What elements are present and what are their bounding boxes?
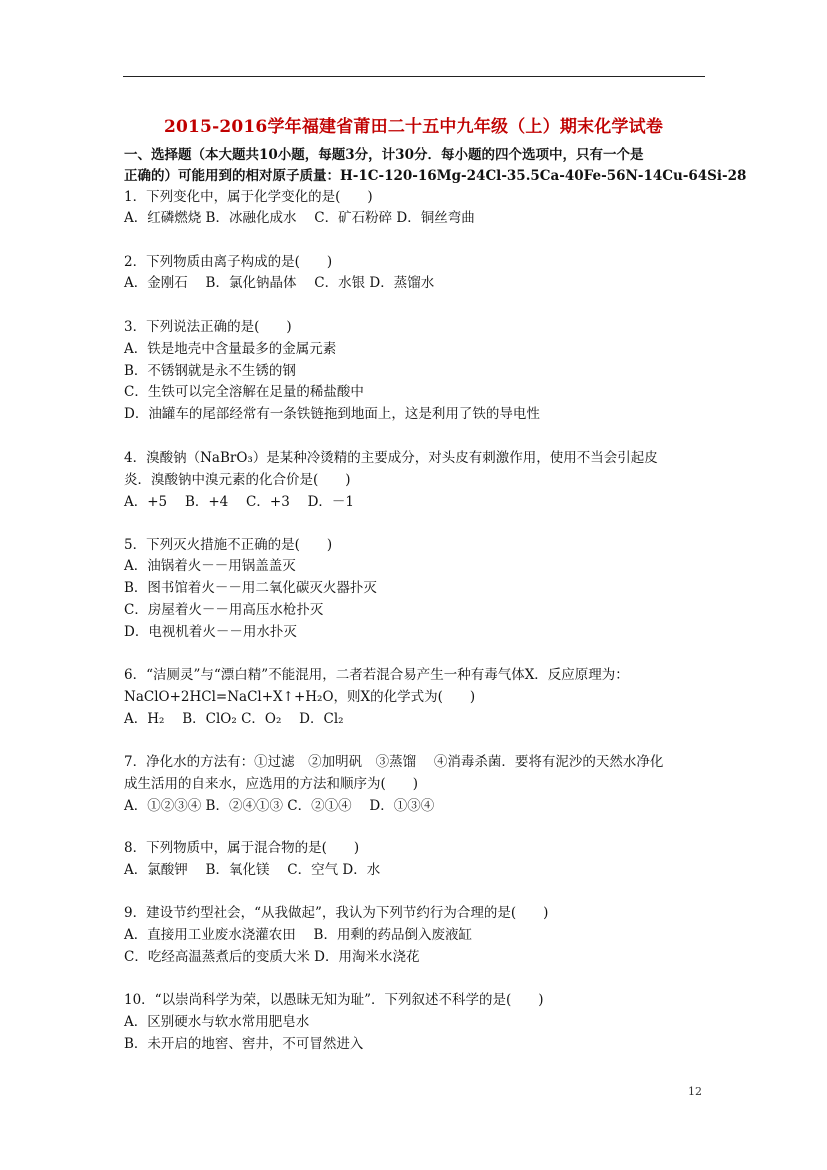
question-10-option-b: B．未开启的地窖、窖井，不可冒然进入 bbox=[124, 1036, 364, 1052]
question-5-stem: 5．下列灭火措施不正确的是( ) bbox=[124, 537, 333, 553]
question-5-option-a: A．油锅着火－－用锅盖盖灭 bbox=[124, 558, 296, 574]
section-heading-line-2: 正确的）可能用到的相对原子质量：H-1C-120-16Mg-24Cl-35.5Ca-40Fe-56N-14Cu-64Si-28 bbox=[124, 168, 747, 184]
question-4-stem-line-1: 4．溴酸钠（NaBrO₃）是某种冷烫精的主要成分，对头皮有刺激作用，使用不当会引起皮 bbox=[124, 450, 658, 466]
question-3-option-b: B．不锈钢就是永不生锈的钢 bbox=[124, 363, 296, 379]
question-2-options: A．金刚石 B．氯化钠晶体 C．水银 D．蒸馏水 bbox=[124, 275, 435, 291]
question-7-stem-line-2: 成生活用的自来水，应选用的方法和顺序为( ) bbox=[124, 776, 419, 792]
question-6-stem-line-1: 6．“洁厕灵”与“漂白精”不能混用，二者若混合易产生一种有毒气体X．反应原理为： bbox=[124, 667, 629, 683]
header-rule bbox=[123, 76, 705, 77]
question-6-options: A．H₂ B．ClO₂ C．O₂ D．Cl₂ bbox=[124, 711, 344, 727]
question-6-stem-line-2: NaClO+2HCl=NaCl+X↑+H₂O，则X的化学式为( ) bbox=[124, 689, 476, 705]
question-1-stem: 1．下列变化中，属于化学变化的是( ) bbox=[124, 189, 373, 205]
question-9-options-line-2: C．吃经高温蒸煮后的变质大米 D．用淘米水浇花 bbox=[124, 949, 420, 965]
page-number: 12 bbox=[688, 1085, 702, 1098]
question-8-options: A．氯酸钾 B．氧化镁 C．空气 D．水 bbox=[124, 862, 381, 878]
question-4-stem-line-2: 炎．溴酸钠中溴元素的化合价是( ) bbox=[124, 472, 351, 488]
question-10-option-a: A．区别硬水与软水常用肥皂水 bbox=[124, 1014, 310, 1030]
question-9-options-line-1: A．直接用工业废水浇灌农田 B．用剩的药品倒入废液缸 bbox=[124, 927, 472, 943]
question-5-option-d: D．电视机着火－－用水扑灭 bbox=[124, 624, 297, 640]
question-7-options: A．①②③④ B．②④①③ C．②①④ D．①③④ bbox=[124, 798, 435, 814]
question-2-stem: 2．下列物质由离子构成的是( ) bbox=[124, 254, 333, 270]
question-3-option-d: D．油罐车的尾部经常有一条铁链拖到地面上，这是利用了铁的导电性 bbox=[124, 406, 540, 422]
question-5-option-b: B．图书馆着火－－用二氧化碳灭火器扑灭 bbox=[124, 580, 377, 596]
question-3-option-c: C．生铁可以完全溶解在足量的稀盐酸中 bbox=[124, 384, 364, 400]
question-4-options: A．+5 B．+4 C．+3 D．－1 bbox=[124, 494, 354, 510]
question-9-stem: 9．建设节约型社会，“从我做起”，我认为下列节约行为合理的是( ) bbox=[124, 905, 549, 921]
exam-title: 2015-2016学年福建省莆田二十五中九年级（上）期末化学试卷 bbox=[163, 117, 664, 137]
question-5-option-c: C．房屋着火－－用高压水枪扑灭 bbox=[124, 602, 324, 618]
question-7-stem-line-1: 7．净化水的方法有：①过滤 ②加明矾 ③蒸馏 ④消毒杀菌．要将有泥沙的天然水净化 bbox=[124, 754, 664, 770]
question-10-stem: 10．“以崇尚科学为荣，以愚昧无知为耻”．下列叙述不科学的是( ) bbox=[124, 992, 544, 1008]
section-heading-line-1: 一、选择题（本大题共10小题，每题3分，计30分．每小题的四个选项中，只有一个是 bbox=[124, 147, 644, 163]
question-3-option-a: A．铁是地壳中含量最多的金属元素 bbox=[124, 341, 337, 357]
question-8-stem: 8．下列物质中，属于混合物的是( ) bbox=[124, 840, 360, 856]
question-1-options: A．红磷燃烧 B．冰融化成水 C．矿石粉碎 D．铜丝弯曲 bbox=[124, 210, 475, 226]
question-3-stem: 3．下列说法正确的是( ) bbox=[124, 319, 292, 335]
